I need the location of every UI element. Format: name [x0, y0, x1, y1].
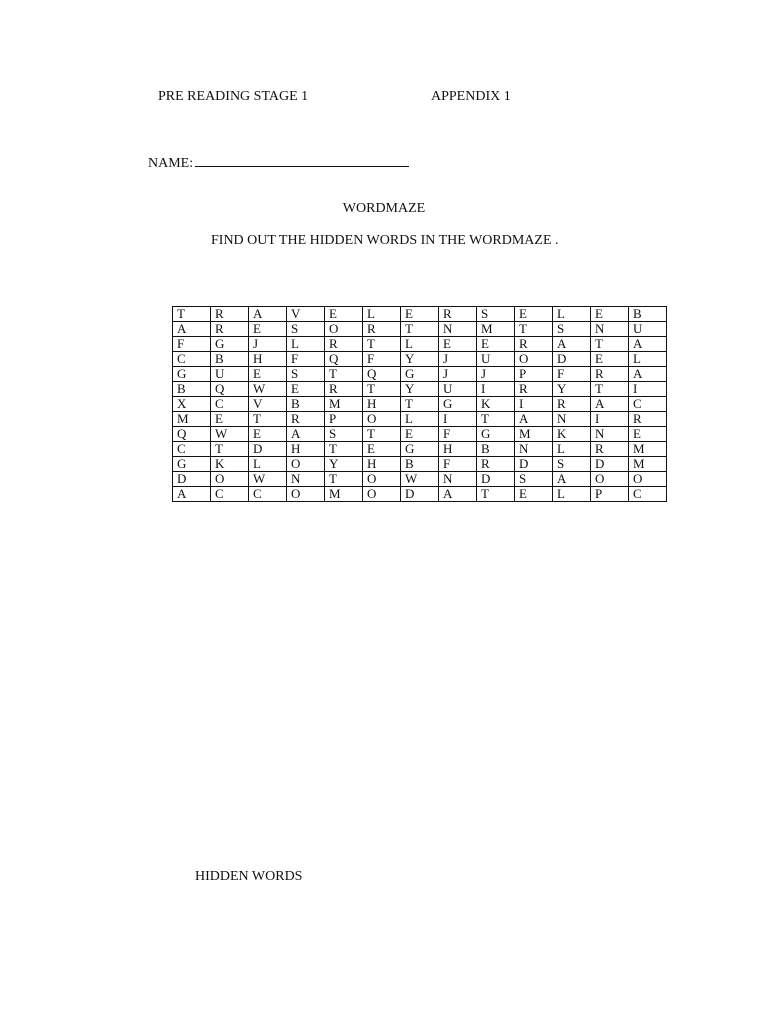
grid-cell: D: [591, 457, 629, 472]
grid-cell: R: [553, 397, 591, 412]
grid-cell: T: [401, 322, 439, 337]
grid-cell: F: [363, 352, 401, 367]
grid-cell: L: [249, 457, 287, 472]
grid-cell: N: [515, 442, 553, 457]
grid-cell: L: [287, 337, 325, 352]
grid-cell: L: [553, 307, 591, 322]
grid-cell: F: [439, 457, 477, 472]
grid-cell: E: [515, 307, 553, 322]
grid-cell: U: [439, 382, 477, 397]
grid-row: [173, 367, 667, 382]
grid-cell: E: [249, 427, 287, 442]
grid-cell: T: [477, 487, 515, 502]
grid-cell: H: [287, 442, 325, 457]
grid-row: [173, 337, 667, 352]
grid-cell: S: [325, 427, 363, 442]
grid-cell: E: [401, 427, 439, 442]
grid-cell: V: [249, 397, 287, 412]
grid-row: [173, 412, 667, 427]
grid-cell: R: [211, 307, 249, 322]
grid-cell: R: [325, 382, 363, 397]
grid-cell: R: [515, 382, 553, 397]
grid-cell: B: [477, 442, 515, 457]
grid-cell: T: [325, 367, 363, 382]
grid-cell: E: [287, 382, 325, 397]
grid-cell: G: [401, 442, 439, 457]
grid-cell: K: [553, 427, 591, 442]
grid-cell: M: [629, 442, 667, 457]
grid-cell: G: [477, 427, 515, 442]
grid-cell: Q: [363, 367, 401, 382]
grid-cell: E: [363, 442, 401, 457]
grid-cell: I: [629, 382, 667, 397]
header-appendix-label: APPENDIX 1: [431, 89, 511, 104]
grid-cell: W: [401, 472, 439, 487]
grid-cell: K: [211, 457, 249, 472]
grid-cell: Y: [553, 382, 591, 397]
grid-cell: A: [249, 307, 287, 322]
grid-cell: D: [173, 472, 211, 487]
grid-cell: W: [249, 472, 287, 487]
grid-row: [173, 352, 667, 367]
grid-row: [173, 322, 667, 337]
hidden-words-label: HIDDEN WORDS: [195, 869, 303, 884]
grid-cell: E: [515, 487, 553, 502]
grid-cell: P: [515, 367, 553, 382]
grid-cell: U: [629, 322, 667, 337]
grid-cell: Y: [401, 352, 439, 367]
instruction-text: FIND OUT THE HIDDEN WORDS IN THE WORDMAZE .: [211, 233, 559, 248]
grid-cell: T: [325, 472, 363, 487]
grid-cell: J: [477, 367, 515, 382]
grid-cell: K: [477, 397, 515, 412]
grid-cell: O: [363, 472, 401, 487]
grid-cell: O: [515, 352, 553, 367]
grid-cell: S: [553, 457, 591, 472]
grid-cell: P: [591, 487, 629, 502]
grid-cell: D: [553, 352, 591, 367]
grid-cell: C: [211, 397, 249, 412]
grid-cell: Y: [401, 382, 439, 397]
grid-row: [173, 442, 667, 457]
grid-cell: T: [211, 442, 249, 457]
grid-cell: T: [515, 322, 553, 337]
grid-cell: T: [249, 412, 287, 427]
grid-cell: O: [287, 457, 325, 472]
grid-cell: D: [477, 472, 515, 487]
grid-cell: E: [249, 322, 287, 337]
grid-cell: E: [591, 352, 629, 367]
grid-cell: Q: [211, 382, 249, 397]
grid-cell: G: [439, 397, 477, 412]
grid-cell: H: [363, 457, 401, 472]
grid-cell: Q: [325, 352, 363, 367]
page-title: WORDMAZE: [342, 201, 426, 216]
grid-cell: B: [401, 457, 439, 472]
grid-cell: M: [325, 487, 363, 502]
grid-row: [173, 397, 667, 412]
grid-cell: M: [173, 412, 211, 427]
grid-cell: R: [515, 337, 553, 352]
grid-cell: M: [629, 457, 667, 472]
grid-cell: N: [439, 322, 477, 337]
grid-cell: T: [591, 382, 629, 397]
grid-cell: I: [515, 397, 553, 412]
grid-cell: D: [249, 442, 287, 457]
grid-cell: T: [363, 382, 401, 397]
grid-cell: R: [591, 367, 629, 382]
grid-cell: N: [287, 472, 325, 487]
wordmaze-grid-body: [173, 307, 667, 502]
grid-cell: C: [629, 487, 667, 502]
grid-row: [173, 427, 667, 442]
grid-row: [173, 472, 667, 487]
grid-cell: A: [173, 487, 211, 502]
grid-cell: T: [363, 337, 401, 352]
grid-cell: E: [401, 307, 439, 322]
grid-cell: O: [287, 487, 325, 502]
grid-cell: L: [553, 487, 591, 502]
grid-cell: E: [477, 337, 515, 352]
grid-cell: W: [249, 382, 287, 397]
grid-cell: B: [211, 352, 249, 367]
grid-cell: L: [629, 352, 667, 367]
grid-cell: E: [211, 412, 249, 427]
grid-cell: W: [211, 427, 249, 442]
grid-cell: F: [287, 352, 325, 367]
grid-cell: O: [325, 322, 363, 337]
grid-cell: C: [629, 397, 667, 412]
grid-cell: J: [439, 367, 477, 382]
grid-cell: T: [173, 307, 211, 322]
grid-cell: T: [325, 442, 363, 457]
grid-cell: R: [211, 322, 249, 337]
grid-cell: A: [553, 337, 591, 352]
grid-cell: E: [325, 307, 363, 322]
grid-cell: T: [591, 337, 629, 352]
grid-row: [173, 457, 667, 472]
grid-cell: A: [629, 367, 667, 382]
grid-cell: A: [629, 337, 667, 352]
grid-cell: B: [173, 382, 211, 397]
grid-cell: H: [249, 352, 287, 367]
grid-cell: R: [363, 322, 401, 337]
grid-cell: L: [363, 307, 401, 322]
name-field-row: [148, 153, 409, 172]
grid-cell: T: [477, 412, 515, 427]
grid-cell: L: [553, 442, 591, 457]
grid-cell: E: [591, 307, 629, 322]
grid-cell: M: [515, 427, 553, 442]
grid-cell: S: [477, 307, 515, 322]
grid-cell: O: [363, 487, 401, 502]
grid-cell: B: [629, 307, 667, 322]
grid-cell: T: [401, 397, 439, 412]
grid-cell: R: [287, 412, 325, 427]
grid-cell: C: [173, 442, 211, 457]
grid-cell: G: [401, 367, 439, 382]
grid-cell: A: [591, 397, 629, 412]
grid-cell: S: [287, 367, 325, 382]
grid-cell: N: [591, 322, 629, 337]
grid-cell: N: [553, 412, 591, 427]
grid-cell: O: [363, 412, 401, 427]
grid-cell: V: [287, 307, 325, 322]
grid-cell: G: [173, 457, 211, 472]
grid-cell: D: [401, 487, 439, 502]
grid-cell: Q: [173, 427, 211, 442]
grid-cell: R: [477, 457, 515, 472]
grid-cell: L: [401, 337, 439, 352]
grid-cell: A: [515, 412, 553, 427]
grid-cell: A: [553, 472, 591, 487]
grid-cell: A: [439, 487, 477, 502]
grid-cell: O: [629, 472, 667, 487]
grid-cell: L: [401, 412, 439, 427]
grid-cell: I: [477, 382, 515, 397]
grid-cell: F: [173, 337, 211, 352]
grid-cell: G: [173, 367, 211, 382]
grid-cell: R: [439, 307, 477, 322]
grid-cell: O: [591, 472, 629, 487]
grid-cell: T: [363, 427, 401, 442]
grid-cell: C: [211, 487, 249, 502]
grid-cell: O: [211, 472, 249, 487]
grid-cell: J: [249, 337, 287, 352]
grid-cell: I: [439, 412, 477, 427]
grid-cell: M: [477, 322, 515, 337]
grid-cell: H: [363, 397, 401, 412]
grid-cell: M: [325, 397, 363, 412]
grid-cell: E: [249, 367, 287, 382]
grid-cell: F: [553, 367, 591, 382]
wordmaze-grid: [172, 306, 667, 502]
grid-cell: N: [439, 472, 477, 487]
grid-cell: R: [325, 337, 363, 352]
grid-cell: B: [287, 397, 325, 412]
grid-cell: U: [211, 367, 249, 382]
grid-row: [173, 307, 667, 322]
grid-cell: J: [439, 352, 477, 367]
grid-cell: E: [439, 337, 477, 352]
grid-cell: H: [439, 442, 477, 457]
grid-cell: P: [325, 412, 363, 427]
grid-cell: G: [211, 337, 249, 352]
grid-cell: N: [591, 427, 629, 442]
grid-cell: U: [477, 352, 515, 367]
grid-cell: A: [287, 427, 325, 442]
grid-cell: C: [249, 487, 287, 502]
grid-cell: F: [439, 427, 477, 442]
grid-cell: X: [173, 397, 211, 412]
grid-cell: C: [173, 352, 211, 367]
grid-cell: A: [173, 322, 211, 337]
name-label: NAME:: [148, 156, 194, 171]
grid-cell: D: [515, 457, 553, 472]
grid-cell: S: [515, 472, 553, 487]
grid-cell: S: [287, 322, 325, 337]
grid-cell: S: [553, 322, 591, 337]
grid-cell: R: [629, 412, 667, 427]
grid-cell: I: [591, 412, 629, 427]
grid-cell: E: [629, 427, 667, 442]
grid-row: [173, 382, 667, 397]
grid-row: [173, 487, 667, 502]
grid-cell: R: [591, 442, 629, 457]
header-stage-label: PRE READING STAGE 1: [158, 89, 309, 104]
grid-cell: Y: [325, 457, 363, 472]
name-blank-line[interactable]: [195, 153, 409, 167]
